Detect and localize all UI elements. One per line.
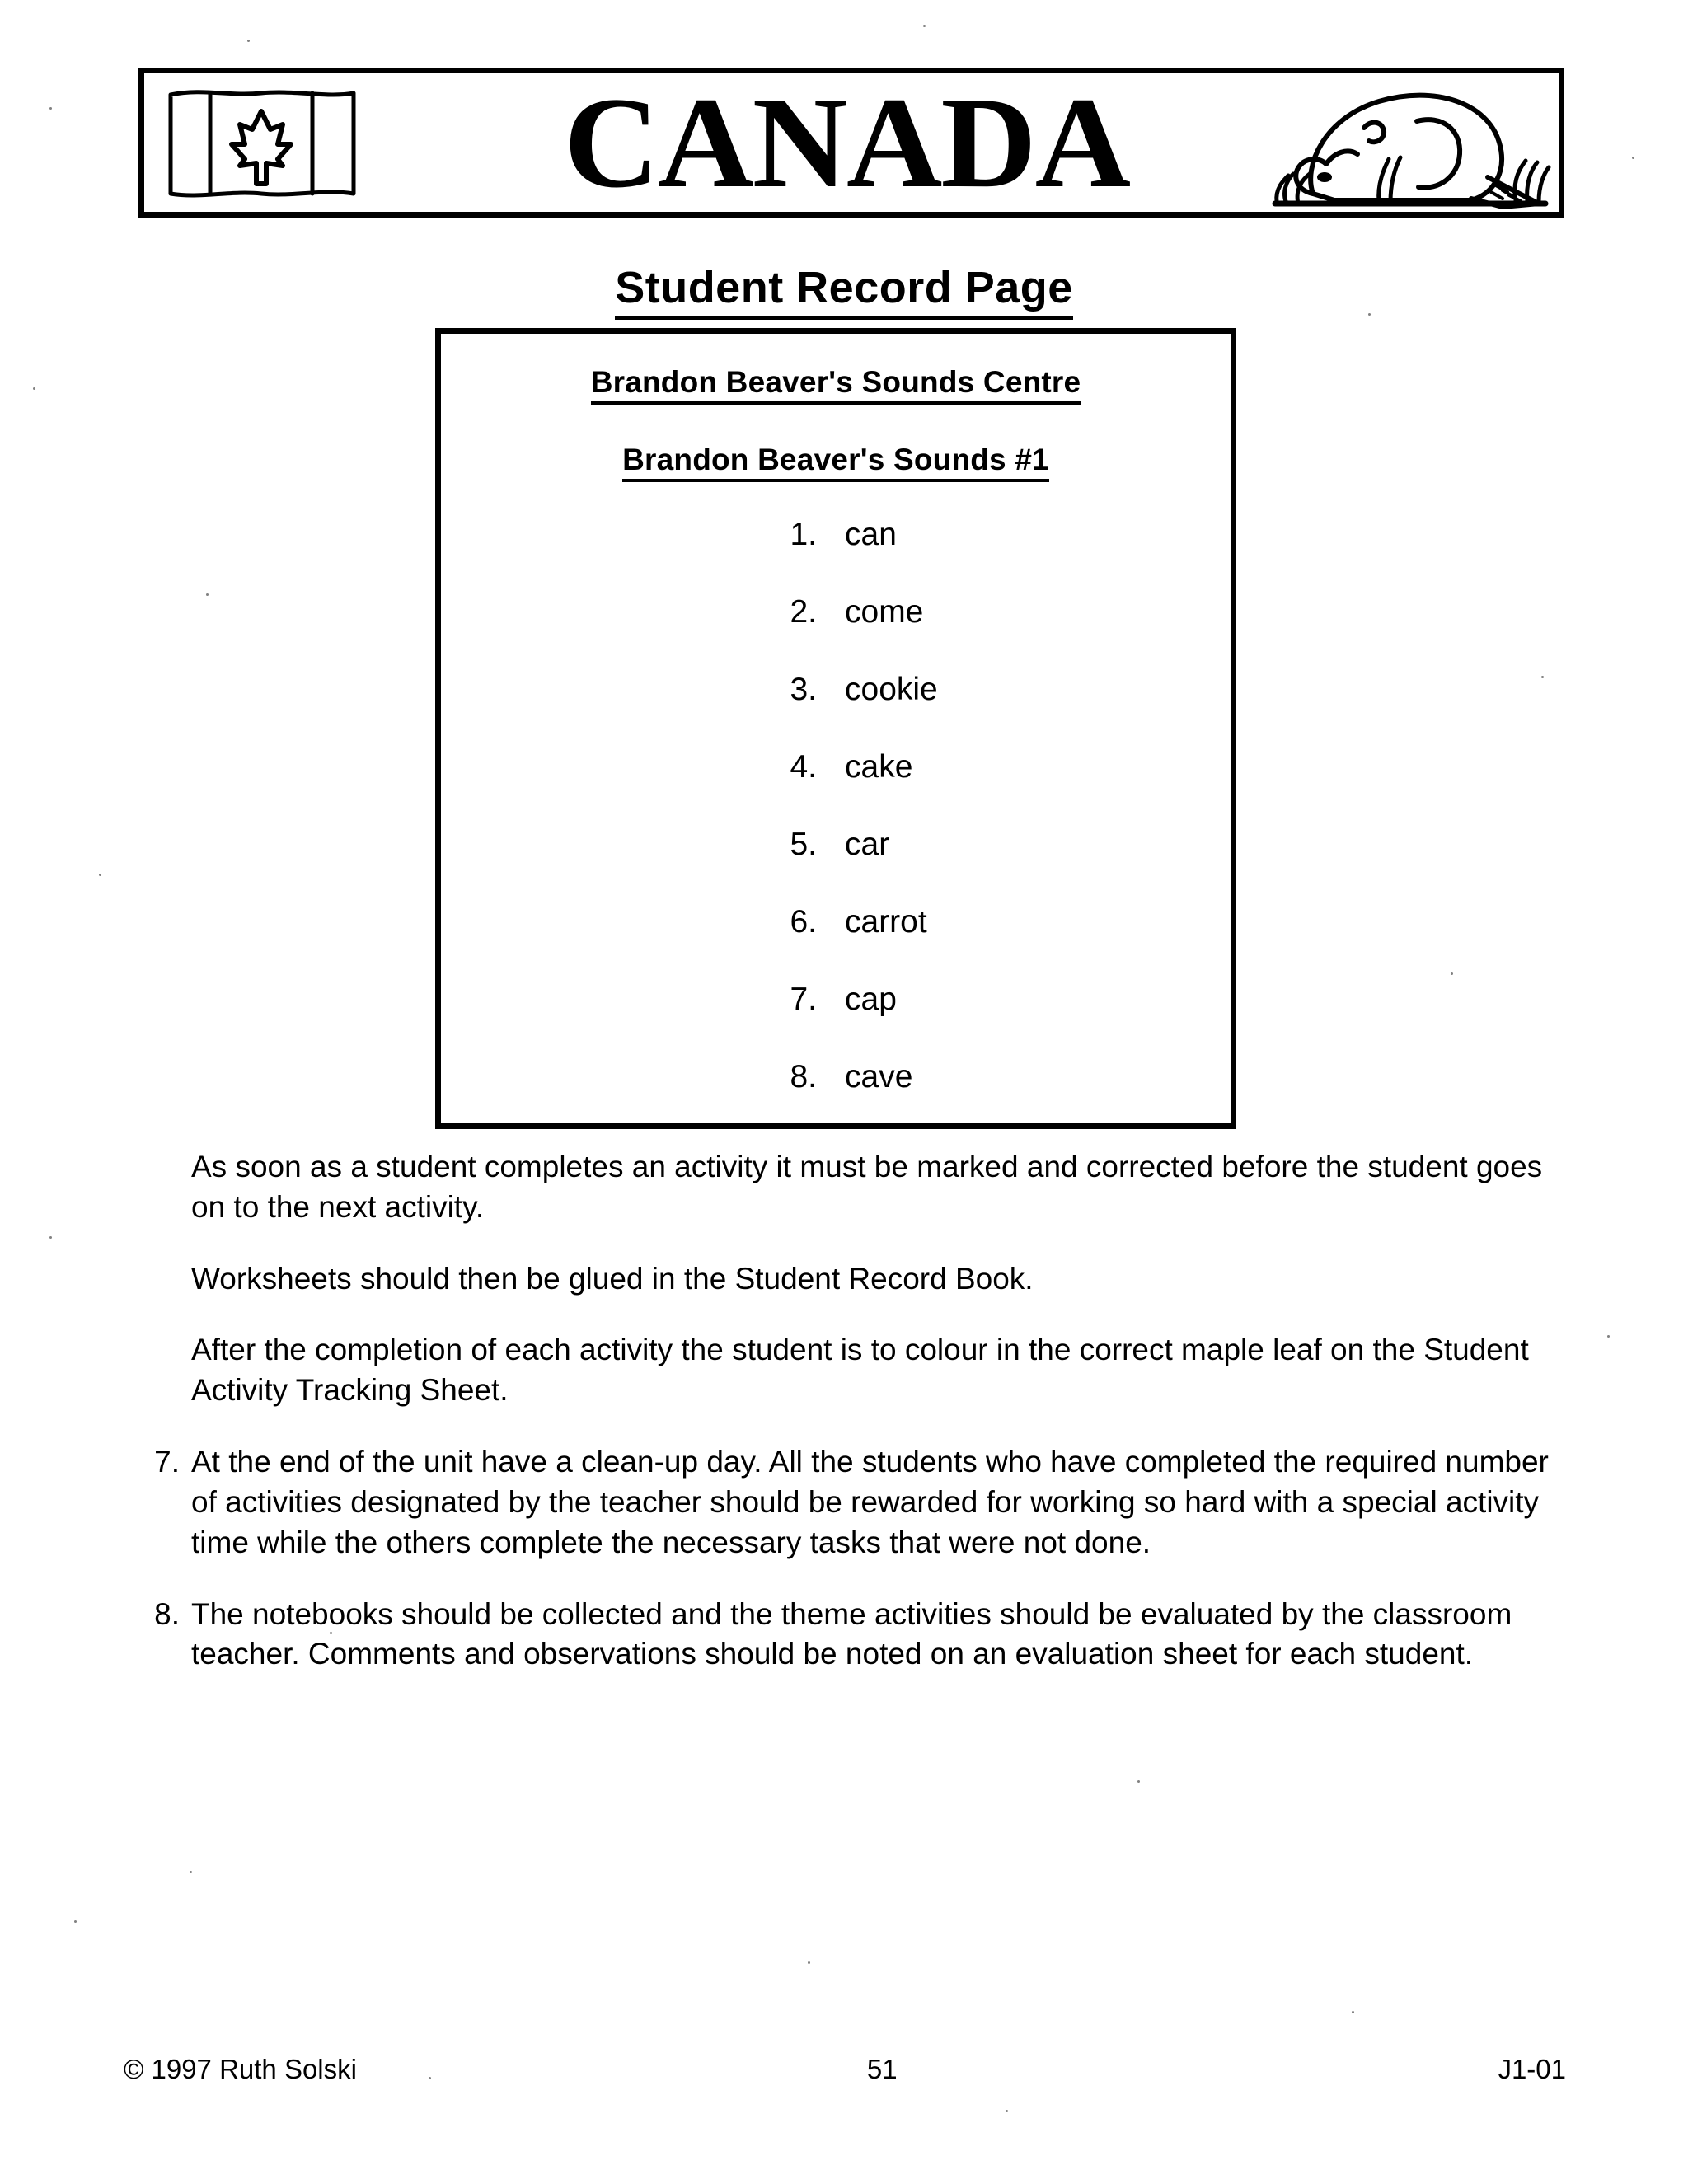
list-item-word: car xyxy=(845,827,890,862)
box-heading-sounds-text: Brandon Beaver's Sounds #1 xyxy=(622,443,1049,482)
sounds-centre-box xyxy=(435,328,1236,1129)
list-item-number: 2. xyxy=(790,594,817,630)
list-item xyxy=(441,667,1231,713)
instruction-item-8-marker: 8. xyxy=(154,1596,180,1631)
list-item-word: cake xyxy=(845,749,913,785)
instructions-block xyxy=(132,1147,1566,1706)
list-item-number: 7. xyxy=(790,982,817,1017)
list-item xyxy=(441,822,1231,868)
list-item-word: come xyxy=(845,594,924,630)
paragraph-maple-leaf: After the completion of each activity the student is to colour in the correct maple leaf on the Student Activity Tracking Sheet. xyxy=(191,1333,1529,1408)
list-item xyxy=(441,512,1231,558)
list-item-word: cave xyxy=(845,1059,913,1094)
list-item-word: cap xyxy=(845,982,897,1017)
footer-copyright: © 1997 Ruth Solski xyxy=(124,2054,357,2084)
list-item xyxy=(441,744,1231,790)
instruction-item-8-text: The notebooks should be collected and the theme activities should be evaluated by the classroom teacher. Comments and observations should be noted on an evaluation sheet for each student. xyxy=(191,1596,1512,1671)
box-heading-centre xyxy=(441,365,1231,400)
list-item-number: 3. xyxy=(790,672,817,707)
list-item-word: carrot xyxy=(845,904,927,940)
instruction-item-7-marker: 7. xyxy=(154,1445,180,1479)
list-item xyxy=(441,977,1231,1023)
instruction-item-7-text: At the end of the unit have a clean-up day. All the students who have completed the required number of activities designated by the teacher should be rewarded for working so hard with a special activity time while the others complete the necessary tasks that were not done. xyxy=(191,1445,1549,1559)
list-item-number: 8. xyxy=(790,1059,817,1094)
list-item-number: 4. xyxy=(790,749,817,785)
instruction-item-8 xyxy=(132,1595,1566,1675)
paragraph-marking: As soon as a student completes an activity it must be marked and corrected before the student goes on to the next activity. xyxy=(191,1150,1543,1224)
footer-code: J1-01 xyxy=(1498,2054,1566,2084)
list-item-word: cookie xyxy=(845,672,938,707)
list-item xyxy=(441,1054,1231,1100)
paragraph-worksheets: Worksheets should then be glued in the Student Record Book. xyxy=(191,1261,1034,1296)
canadian-flag-icon xyxy=(162,83,360,204)
box-heading-centre-text: Brandon Beaver's Sounds Centre xyxy=(591,365,1081,405)
page-footer xyxy=(124,2054,1566,2085)
word-list xyxy=(441,512,1231,1100)
list-item-number: 5. xyxy=(790,827,817,862)
list-item-word: can xyxy=(845,517,897,552)
footer-page-number: 51 xyxy=(866,2054,898,2084)
list-item-number: 6. xyxy=(790,904,817,940)
banner-wordmark: CANADA xyxy=(563,71,1130,215)
list-item xyxy=(441,899,1231,945)
canada-banner xyxy=(138,68,1564,218)
list-item-number: 1. xyxy=(790,517,817,552)
list-item xyxy=(441,589,1231,635)
box-heading-sounds xyxy=(441,443,1231,477)
instruction-item-7 xyxy=(132,1442,1566,1563)
page-title xyxy=(0,262,1688,313)
page-title-text: Student Record Page xyxy=(615,263,1073,320)
beaver-icon xyxy=(1255,78,1552,213)
